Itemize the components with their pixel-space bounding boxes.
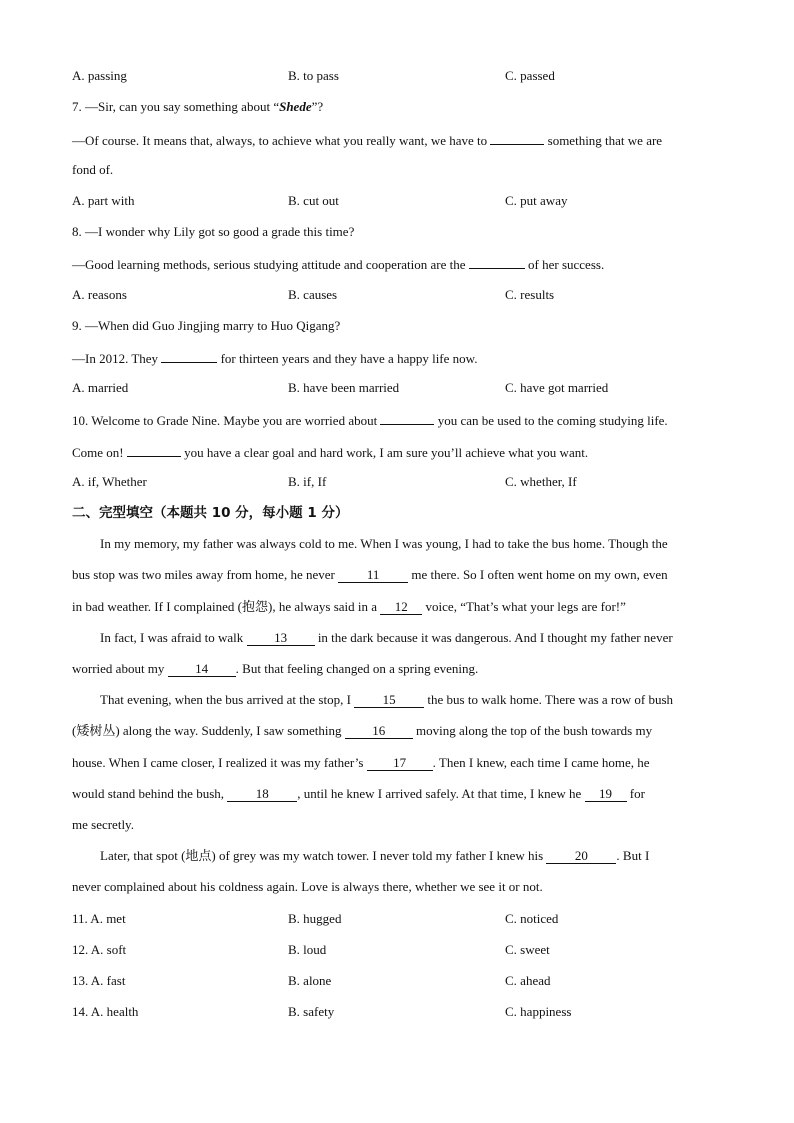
q10-options	[72, 472, 714, 492]
q11-option-a: 11. A. met	[72, 911, 126, 926]
q8-options	[72, 285, 714, 305]
section-heading: 二、完型填空（本题共 10 分，每小题 1 分）	[72, 505, 349, 521]
blank-number: 18	[227, 786, 297, 802]
q7-option-c: C. put away	[505, 193, 568, 208]
q14-option-b: B. safety	[288, 1004, 335, 1019]
q10-option-b: B. if, If	[288, 474, 327, 489]
q12-option-a: 12. A. soft	[72, 942, 127, 957]
q6-option-b: B. to pass	[288, 68, 339, 83]
q14-option-c: C. happiness	[505, 1004, 572, 1019]
q9-option-c: C. have got married	[505, 380, 609, 395]
q10-option-c: C. whether, If	[505, 474, 577, 489]
q7-options	[72, 191, 714, 211]
q8-option-b: B. causes	[288, 287, 338, 302]
q13-option-c: C. ahead	[505, 973, 551, 988]
q13-option-b: B. alone	[288, 973, 332, 988]
q6-option-a: A. passing	[72, 68, 127, 83]
passage-p3-line4: would stand behind the bush, 18 , until he knew I arrived safely. At that time, I knew he 19 for	[72, 786, 645, 801]
blank-number: 20	[546, 848, 616, 864]
passage-p3-line3: house. When I came closer, I realized it was my father’s 17 . Then I knew, each time I came home, he	[72, 755, 650, 770]
q10-line1: 10. Welcome to Grade Nine. Maybe you are worried about you can be used to the coming studying life.	[72, 409, 714, 429]
q7-line2: —Of course. It means that, always, to achieve what you really want, we have to something that we are	[72, 129, 714, 149]
q12-option-b: B. loud	[288, 942, 327, 957]
passage-p1-line2: bus stop was two miles away from home, he never 11 me there. So I often went home on my own, even	[72, 567, 668, 582]
passage-p4-line2: never complained about his coldness again. Love is always there, whether we see it or not.	[72, 879, 543, 894]
q7-line3: fond of.	[72, 162, 114, 177]
passage-p3-line1: That evening, when the bus arrived at the stop, I 15 the bus to walk home. There was a row of bush	[100, 692, 674, 707]
blank-number: 13	[247, 630, 315, 646]
q6-option-c: C. passed	[505, 68, 555, 83]
q12-options	[72, 940, 714, 960]
q9-options	[72, 378, 714, 398]
q14-options	[72, 1002, 714, 1022]
q9-option-a: A. married	[72, 380, 129, 395]
blank-number: 19	[585, 786, 627, 802]
q10-line2: Come on! you have a clear goal and hard work, I am sure you’ll achieve what you want.	[72, 441, 714, 461]
q7-option-b: B. cut out	[288, 193, 339, 208]
blank-number: 12	[380, 599, 422, 615]
passage-p3-line2: (矮树丛) along the way. Suddenly, I saw something 16 moving along the top of the bush towards my	[72, 723, 653, 738]
blank-number: 17	[367, 755, 433, 771]
q7-option-a: A. part with	[72, 193, 135, 208]
q10-option-a: A. if, Whether	[72, 474, 147, 489]
q6-options	[72, 66, 714, 86]
blank-number: 16	[345, 723, 413, 739]
q12-option-c: C. sweet	[505, 942, 550, 957]
q8-option-a: A. reasons	[72, 287, 127, 302]
q9-line2: —In 2012. They for thirteen years and they have a happy life now.	[72, 347, 714, 367]
answer-blank	[161, 347, 217, 363]
answer-blank	[490, 129, 544, 145]
answer-blank	[127, 441, 181, 457]
q8-stem: 8. —I wonder why Lily got so good a grade this time?	[72, 224, 355, 239]
passage-p1-line1: In my memory, my father was always cold to me. When I was young, I had to take the bus home. Though the	[100, 536, 668, 551]
passage-p1-line3: in bad weather. If I complained (抱怨), he always said in a 12 voice, “That’s what your legs are for!”	[72, 599, 626, 614]
q13-options	[72, 971, 714, 991]
q8-line2: —Good learning methods, serious studying attitude and cooperation are the of her success.	[72, 253, 714, 273]
blank-number: 14	[168, 661, 236, 677]
q11-option-b: B. hugged	[288, 911, 342, 926]
blank-number: 11	[338, 567, 408, 583]
blank-number: 15	[354, 692, 424, 708]
answer-blank	[380, 409, 434, 425]
q9-option-b: B. have been married	[288, 380, 400, 395]
q7-keyword: Shede	[279, 99, 312, 114]
q11-option-c: C. noticed	[505, 911, 559, 926]
passage-p3-line5: me secretly.	[72, 817, 134, 832]
q9-stem: 9. —When did Guo Jingjing marry to Huo Qigang?	[72, 318, 341, 333]
q8-option-c: C. results	[505, 287, 555, 302]
answer-blank	[469, 253, 525, 269]
q13-option-a: 13. A. fast	[72, 973, 126, 988]
q7-stem: 7. —Sir, can you say something about “Shede”?	[72, 99, 324, 114]
passage-p2-line2: worried about my 14 . But that feeling changed on a spring evening.	[72, 661, 479, 676]
q14-option-a: 14. A. health	[72, 1004, 139, 1019]
passage-p2-line1: In fact, I was afraid to walk 13 in the dark because it was dangerous. And I thought my father never	[100, 630, 673, 645]
q11-options	[72, 909, 714, 929]
passage-p4-line1: Later, that spot (地点) of grey was my watch tower. I never told my father I knew his 20 . But I	[100, 848, 650, 863]
